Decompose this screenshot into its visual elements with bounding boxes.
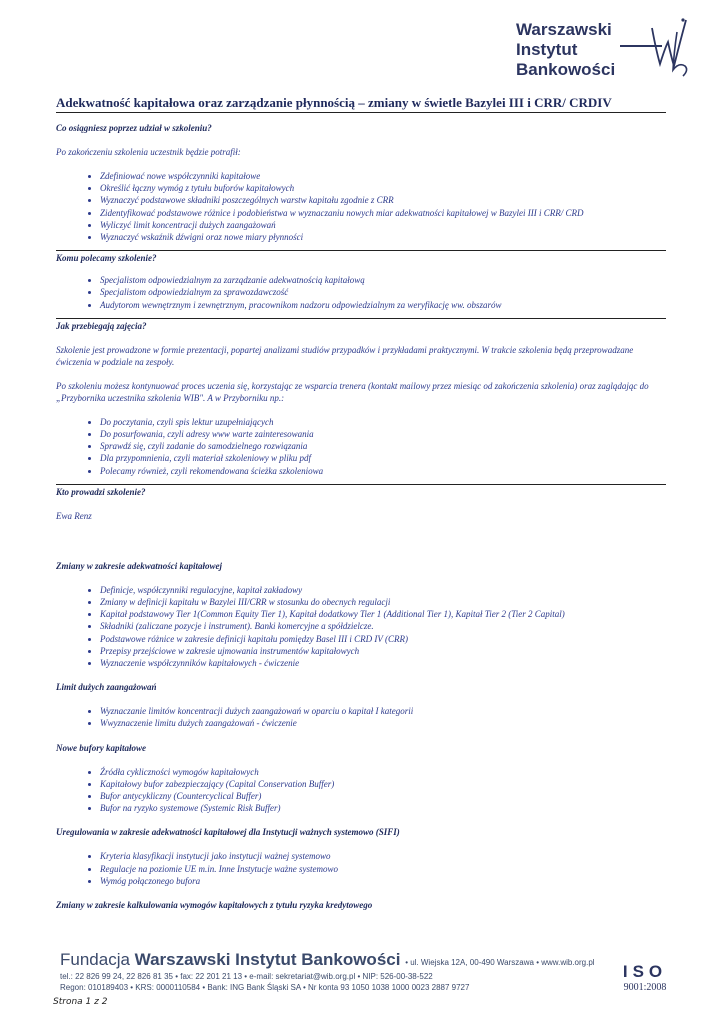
wib-logo: [512, 14, 692, 84]
list-item: • Podstawowe różnice w zakresie definicji kapitału pomiędzy Basel III i CRD IV (CRR): [100, 633, 666, 645]
list-item: • Specjalistom odpowiedzialnym za zarządzanie adekwatnością kapitałową: [100, 274, 666, 286]
section-divider: [56, 318, 666, 332]
program-heading-capital: Zmiany w zakresie adekwatności kapitałowej: [56, 560, 222, 571]
large-exposures-list: [56, 705, 666, 729]
section-divider: [56, 250, 666, 264]
section-question-outcomes: Co osiągniesz poprzez udział w szkoleniu?: [56, 123, 212, 133]
program-heading-large-exposures: Limit dużych zaangażowań: [56, 682, 157, 693]
program-heading-buffers: Nowe bufory kapitałowe: [56, 742, 146, 753]
list-item: • Kryteria klasyfikacji instytucji jako instytucji ważnej systemowo: [100, 850, 666, 862]
iso-badge: [615, 962, 675, 993]
trainer-name: Ewa Renz: [56, 510, 92, 521]
footer-address: • ul. Wiejska 12A, 00-490 Warszawa • www.wib.org.pl: [405, 958, 595, 967]
footer-registry-line: Regon: 010189403 • KRS: 0000110584 • Bank: ING Bank Śląski SA • Nr konta 93 1050 1038 1000 0023 2887 9727: [60, 983, 470, 992]
outcomes-list: [56, 170, 666, 243]
list-item: • Zdefiniować nowe współczynniki kapitałowe: [100, 170, 666, 182]
capital-list: [56, 584, 666, 669]
buffers-list: [56, 766, 666, 815]
iso-label: ISO: [622, 962, 668, 981]
list-item: • Wwyznaczenie limitu dużych zaangażowań - ćwiczenie: [100, 717, 666, 729]
logo-line-3: Bankowości: [516, 60, 616, 79]
list-item: • Dla przypomnienia, czyli materiał szkoleniowy w pliku pdf: [100, 452, 666, 464]
iso-code: 9001:2008: [623, 982, 667, 993]
list-item: • Zmiany w definicji kapitału w Bazylei III/CRR w stosunku do obecnych regulacji: [100, 596, 666, 608]
list-item: • Składniki (zaliczane pozycje i instrument). Banki komercyjne a spółdzielcze.: [100, 620, 666, 632]
list-item: • Wyliczyć limit koncentracji dużych zaangażowań: [100, 219, 666, 231]
list-item: • Polecamy również, czyli rekomendowana ścieżka szkoleniowa: [100, 465, 666, 477]
logo-line-1: Warszawski: [516, 20, 612, 39]
list-item: • Regulacje na poziomie UE m.in. Inne Instytucje ważne systemowo: [100, 863, 666, 875]
list-item: • Do posurfowania, czyli adresy www warte zainteresowania: [100, 428, 666, 440]
wib-signature-mark: [512, 14, 692, 84]
list-item: • Specjalistom odpowiedzialnym za sprawozdawczość: [100, 286, 666, 298]
list-item: • Audytorom wewnętrznym i zewnętrznym, pracownikom nadzoru odpowiedzialnym za weryfikację ww. obszarów: [100, 299, 666, 311]
format-paragraph-1: Szkolenie jest prowadzone w formie prezentacji, popartej analizami studiów przypadków i przykładami praktycznymi. W trakcie szkolenia będą przeprowadzane ćwiczenia w podziale na zespoły.: [56, 344, 634, 367]
page-title: Adekwatność kapitałowa oraz zarządzanie płynnością – zmiany w świetle Bazylei III i CRR/ CRDIV: [56, 95, 666, 113]
list-item: • Wyznaczanie limitów koncentracji dużych zaangażowań w oparciu o kapitał I kategorii: [100, 705, 666, 717]
section-divider: [56, 484, 666, 498]
list-item: • Kapitałowy bufor zabezpieczający (Capital Conservation Buffer): [100, 778, 666, 790]
footer-org-prefix: Fundacja: [60, 950, 130, 969]
list-item: • Definicje, współczynniki regulacyjne, kapitał zakładowy: [100, 584, 666, 596]
audience-list: [56, 274, 666, 311]
list-item: • Przepisy przejściowe w zakresie ujmowania instrumentów kapitałowych: [100, 645, 666, 657]
footer-contact-line: tel.: 22 826 99 24, 22 826 81 35 • fax: 22 201 21 13 • e-mail: sekretariat@wib.org.pl • NIP: 526-00-38-522: [60, 972, 433, 981]
list-item: • Wyznaczyć podstawowe składniki poszczególnych warstw kapitału zgodnie z CRR: [100, 194, 666, 206]
list-item: • Sprawdź się, czyli zadanie do samodzielnego rozwiązania: [100, 440, 666, 452]
list-item: • Źródła cykliczności wymogów kapitałowych: [100, 766, 666, 778]
list-item: • Do poczytania, czyli spis lektur uzupełniających: [100, 416, 666, 428]
list-item: • Wyznaczenie współczynników kapitałowych - ćwiczenie: [100, 657, 666, 669]
section-question-trainer: Kto prowadzi szkolenie?: [56, 486, 146, 497]
list-item: • Bufor antycykliczny (Countercyclical Buffer): [100, 790, 666, 802]
list-item: • Bufor na ryzyko systemowe (Systemic Risk Buffer): [100, 802, 666, 814]
program-heading-credit-risk: Zmiany w zakresie kalkulowania wymogów kapitałowych z tytułu ryzyka kredytowego: [56, 900, 373, 911]
list-item: • Określić łączny wymóg z tytułu buforów kapitałowych: [100, 182, 666, 194]
outcomes-intro: Po zakończeniu szkolenia uczestnik będzie potrafił:: [56, 147, 241, 157]
list-item: • Wyznaczyć wskaźnik dźwigni oraz nowe miary płynności: [100, 231, 666, 243]
footer-org-line: [60, 950, 595, 970]
logo-line-2: Instytut: [516, 40, 578, 59]
document-body: [56, 122, 666, 911]
section-question-format: Jak przebiegają zajęcia?: [56, 320, 147, 331]
footer: [60, 950, 680, 1000]
sifi-list: [56, 850, 666, 887]
toolbox-list: [56, 416, 666, 477]
list-item: • Wymóg połączonego bufora: [100, 875, 666, 887]
format-paragraph-2: Po szkoleniu możesz kontynuować proces uczenia się, korzystając ze wsparcia trenera (kontakt mailowy przez miesiąc od zakończenia szkolenia) oraz zaglądając do „Przybornika uczestnika szkolenia WIB". A w Przyborniku np.:: [56, 380, 649, 403]
program-heading-sifi: Uregulowania w zakresie adekwatności kapitałowej dla Instytucji ważnych systemowo (SIFI): [56, 827, 400, 838]
footer-org-name: Warszawski Instytut Bankowości: [134, 950, 401, 969]
section-question-audience: Komu polecamy szkolenie?: [56, 253, 157, 264]
list-item: • Zidentyfikować podstawowe różnice i podobieństwa w wyznaczaniu nowych miar adekwatności kapitałowej w Bazylei III i CRR/ CRD: [100, 207, 666, 219]
page-number: Strona 1 z 2: [53, 997, 108, 1007]
list-item: • Kapitał podstawowy Tier 1(Common Equity Tier 1), Kapitał dodatkowy Tier 1 (Additional Tier 1), Kapitał Tier 2 (Tier 2 Capital): [100, 608, 666, 620]
